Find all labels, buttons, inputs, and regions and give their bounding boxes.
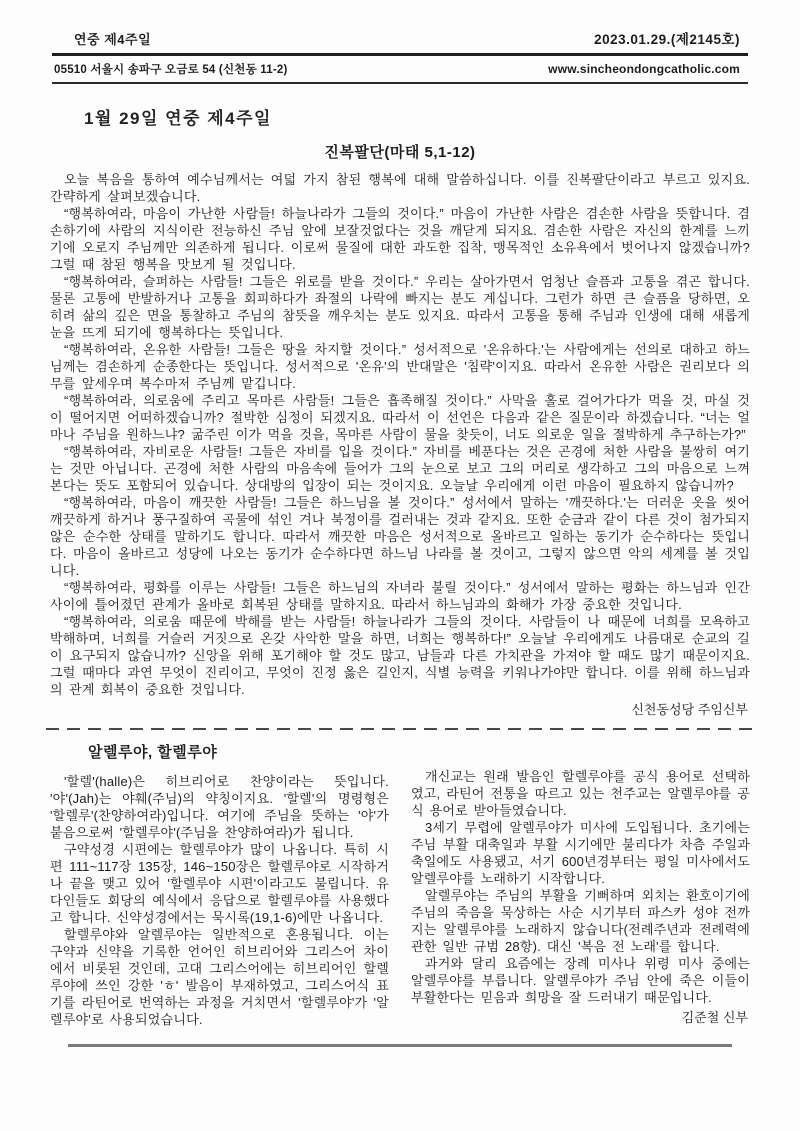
homily-paragraph: “행복하여라, 평화를 이루는 사람들! 그들은 하느님의 자녀라 불릴 것이다.” 성서에서 말하는 평화는 하느님과 인간 사이에 틀어졌던 관계가 올바로 회복된 상태를 말하지요. 따라서 하느님과의 화해가 가장 중요한 것입니다. bbox=[50, 580, 750, 612]
homily-paragraph: “행복하여라, 마음이 가난한 사람들! 하늘나라가 그들의 것이다.” 마음이 가난한 사람은 겸손한 사람을 뜻합니다. 겸손하기에 사람의 지식이란 전능하신 주님 앞에 보잘것없다는 것을 깨닫게 되지요. 겸손한 사람은 자신의 한계를 느끼기에 오로지 주님께만 의존하게 됩니다. 이로써 물질에 대한 과도한 집착, 맹목적인 소유욕에서 벗어나지 않겠습니까? 그럴 때 참된 행복을 맛보게 될 것입니다. bbox=[50, 206, 750, 272]
page-title: 1월 29일 연중 제4주일 bbox=[84, 109, 272, 128]
section-divider bbox=[46, 728, 754, 730]
homily-paragraph: “행복하여라, 의로움 때문에 박해를 받는 사람들! 하늘나라가 그들의 것이다. 사람들이 나 때문에 너희를 모욕하고 박해하며, 너희를 거슬러 거짓으로 온갖 사악한 말을 하면, 너희는 행복하다!” 오늘날 우리에게도 나름대로 순교의 길이 요구되지 않습니까? 신앙을 위해 포기해야 할 것도 많고, 남들과 다른 가치관을 가져야 할 때도 많기 때문이지요. 그럴 때마다 과연 무엇이 진리이고, 무엇이 진정 옳은 길인지, 식별 능력을 키워나가야만 합니다. 이를 위해 하느님과의 관계 회복이 중요한 것입니다. bbox=[50, 614, 750, 697]
alleluia-right-column bbox=[411, 739, 750, 1028]
homily-paragraph: “행복하여라, 자비로운 사람들! 그들은 자비를 입을 것이다.” 자비를 베푼다는 것은 곤경에 처한 사람을 불쌍히 여기는 것만 아닙니다. 곤경에 처한 사람의 마음속에 들어가 그의 눈으로 보고 그의 머리로 생각하고 그의 마음으로 느껴본다는 뜻도 포함되어 있습니다. 상대방의 입장이 되는 것이지요. 오늘날 우리에게 이런 마음이 필요하지 않습니까? bbox=[50, 444, 750, 493]
alleluia-paragraph: 구약성경 시편에는 할렐루야가 많이 나옵니다. 특히 시편 111~117장 135장, 146~150장은 할렐루야로 시작하거나 끝을 맺고 있어 '할렐루야 시편'이라고도 불립니다. 유다인들도 회당의 예식에서 응답으로 할렐루야를 사용했다고 합니다. 신약성경에서는 묵시록(19,1-6)에만 나옵니다. bbox=[50, 842, 389, 925]
homily-article bbox=[50, 141, 750, 718]
homily-paragraph: “행복하여라, 슬퍼하는 사람들! 그들은 위로를 받을 것이다.” 우리는 살아가면서 엄청난 슬픔과 고통을 겪곤 합니다. 물론 고통에 반발하거나 고통을 회피하다가 좌절의 나락에 빠지는 분도 계십니다. 그런가 하면 큰 슬픔을 당하면, 오히려 삶의 깊은 면을 통찰하고 주님의 참뜻을 깨우치는 분도 있지요. 따라서 고통을 통해 주님과 인생에 대해 새롭게 눈을 뜨게 되기에 행복하다는 뜻입니다. bbox=[50, 274, 750, 340]
alleluia-signature: 김준철 신부 bbox=[681, 1010, 748, 1025]
alleluia-left-column bbox=[50, 739, 389, 1028]
alleluia-paragraph: 알렐루야는 주님의 부활을 기뻐하며 외치는 환호이기에 주님의 죽음을 묵상하는 사순 시기부터 파스카 성야 전까지는 알렐루야를 노래하지 않습니다(전례주년과 전례력에 관한 일반 규범 28항). 대신 '복음 전 노래'를 합니다. bbox=[411, 888, 750, 954]
masthead-top-row bbox=[52, 28, 748, 48]
alleluia-paragraph: '할렐'(halle)은 히브리어로 찬양이라는 뜻입니다. '야'(Jah)는 야훼(주님)의 약칭이지요. '할렐'의 명령형은 '할렐루'(찬양하여라)입니다. 여기에 주님을 뜻하는 '야'가 붙음으로써 '할렐루야'(주님을 찬양하여라)가 됩니다. bbox=[50, 774, 389, 840]
alleluia-article bbox=[50, 739, 750, 1028]
alleluia-paragraph: 할렐루야와 알렐루야는 일반적으로 혼용됩니다. 이는 구약과 신약을 기록한 언어인 히브리어와 그리스어 차이에서 비롯된 것인데, 고대 그리스어에는 히브리어인 할렐루야에 쓰인 강한 'ㅎ' 발음이 부재하였고, 그리스어식 표기를 라틴어로 번역하는 과정을 거치면서 '할렐루야'가 '알렐루야'로 사용되었습니다. bbox=[50, 927, 389, 1027]
homily-signature: 신천동성당 주임신부 bbox=[631, 702, 748, 717]
alleluia-paragraph: 3세기 무렵에 알렐루야가 미사에 도입됩니다. 초기에는 주님 부활 대축일과 부활 시기에만 불리다가 차츰 주일과 축일에도 사용됐고, 서기 600년경부터는 평일 미사에서도 알렐루야를 노래하기 시작합니다. bbox=[411, 820, 750, 886]
masthead-season-title: 연중 제4주일 bbox=[74, 32, 152, 47]
masthead-issue-date: 2023.01.29.(제2145호) bbox=[594, 32, 740, 47]
alleluia-paragraph: 개신교는 원래 발음인 할렐루야를 공식 용어로 선택하였고, 라틴어 전통을 따르고 있는 천주교는 알렐루야를 공식 용어로 받아들였습니다. bbox=[411, 769, 750, 818]
masthead-website: www.sincheondongcatholic.com bbox=[548, 62, 740, 76]
homily-paragraph: 오늘 복음을 통하여 예수님께서는 여덟 가지 참된 행복에 대해 말씀하십니다. 이를 진복팔단이라고 부르고 있지요. 간략하게 살펴보겠습니다. bbox=[50, 172, 750, 204]
masthead-address: 05510 서울시 송파구 오금로 54 (신천동 11-2) bbox=[54, 64, 288, 76]
footer-rule bbox=[68, 1044, 732, 1047]
homily-paragraph: “행복하여라, 의로움에 주리고 목마른 사람들! 그들은 흡족해질 것이다.” 사막을 홀로 걸어가다가 먹을 것, 마실 것이 떨어지면 어떠하겠습니까? 절박한 심정이 되겠지요. 따라서 이 선언은 다음과 같은 질문이라 하겠습니다. “너는 얼마나 주님을 원하느냐? 굶주린 이가 먹을 것을, 목마른 사람이 물을 찾듯이, 너도 의로운 일을 절박하게 추구하는가?” bbox=[50, 393, 750, 442]
homily-title: 진복팔단(마태 5,1-12) bbox=[324, 144, 476, 161]
homily-paragraph: “행복하여라, 마음이 깨끗한 사람들! 그들은 하느님을 볼 것이다.” 성서에서 말하는 '깨끗하다.'는 더러운 옷을 씻어 깨끗하게 하거나 풍구질하여 곡물에 섞인 겨나 북정이를 걸러내는 것과 같지요. 또한 순금과 같이 다른 것이 첨가되지 않은 순수한 상태를 말하기도 합니다. 따라서 깨끗한 마음은 성서적으로 올바르고 일하는 동기가 순수하다는 뜻입니다. 마음이 올바르고 성당에 나오는 동기가 순수하다면 하느님 나라를 볼 것이고, 그렇지 않으면 악의 세계를 볼 것입니다. bbox=[50, 495, 750, 578]
masthead bbox=[52, 28, 748, 84]
masthead-bottom-row bbox=[52, 56, 748, 82]
homily-paragraph: “행복하여라, 온유한 사람들! 그들은 땅을 차지할 것이다.” 성서적으로 '온유하다.'는 사람에게는 선의로 대하고 하느님께는 겸손하게 순종한다는 뜻입니다. 성서적으로 '온유'의 반대말은 '침략'이지요. 따라서 온유한 사람은 권리보다 의무를 앞세우며 복수마저 주님께 맡깁니다. bbox=[50, 342, 750, 391]
alleluia-title: 알렐루야, 할렐루야 bbox=[88, 744, 218, 761]
alleluia-paragraph: 과거와 달리 요즘에는 장례 미사나 위령 미사 중에는 알렐루야를 부릅니다. 알렐루야가 주님 안에 죽은 이들이 부활한다는 믿음과 희망을 잘 드러내기 때문입니다. bbox=[411, 956, 750, 1005]
masthead-rule-bottom bbox=[52, 82, 748, 84]
